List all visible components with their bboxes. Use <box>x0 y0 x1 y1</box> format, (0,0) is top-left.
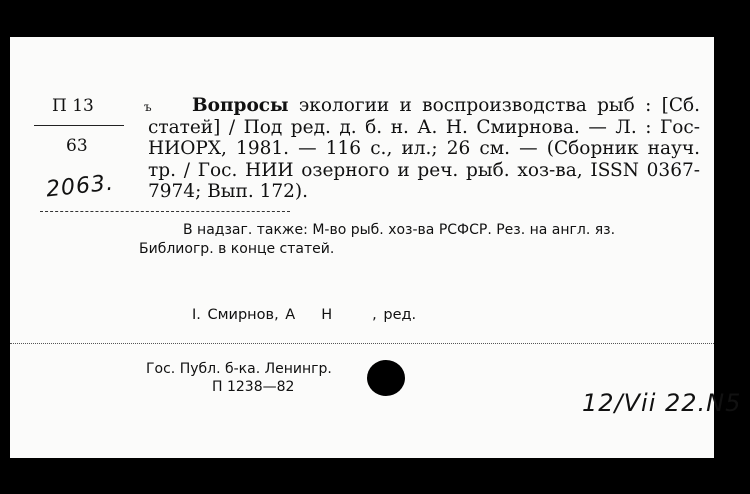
entry-line-4: тр. / Гос. НИИ озерного и реч. рыб. хоз-ва, ISSN 0367- <box>148 159 700 181</box>
classification-code-upper: П 13 <box>52 96 94 116</box>
entry-line-1-rest: экологии и воспроизводства рыб : [Сб. <box>298 95 701 116</box>
library-imprint <box>146 360 332 396</box>
classification-divider <box>34 125 124 126</box>
catalog-card <box>10 37 742 458</box>
added-entry-name: I. Смирнов, А <box>192 307 296 323</box>
entry-line-2: статей] / Под ред. д. б. н. А. Н. Смирнова. — Л. : Гос- <box>148 116 700 138</box>
entry-line-1 <box>148 95 700 117</box>
handwritten-code: 12/Vii 22.N5 <box>582 389 742 417</box>
card-fold-line <box>10 343 714 344</box>
pencil-mark: ъ <box>144 100 152 114</box>
classification-code-lower: 63 <box>66 136 88 156</box>
entry-title-lead: Вопросы <box>192 95 289 116</box>
punch-hole <box>367 360 405 396</box>
note-line-2: Библиогр. в конце статей. <box>139 241 335 257</box>
notes-block <box>139 221 719 259</box>
added-entry-initial: Н <box>321 307 333 323</box>
handwritten-accession-number: 2063. <box>44 170 116 203</box>
library-number: П 1238—82 <box>212 379 295 395</box>
note-line-1: В надзаг. также: М-во рыб. хоз-ва РСФСР. Рез. на англ. яз. <box>183 222 616 238</box>
entry-line-5: 7974; Вып. 172). <box>148 181 309 202</box>
library-name: Гос. Публ. б-ка. Ленингр. <box>146 361 332 377</box>
added-entry-role: , ред. <box>372 307 417 323</box>
strike-line <box>40 211 290 212</box>
added-entry <box>192 307 416 323</box>
bibliographic-entry <box>148 95 700 203</box>
entry-line-3: НИОРХ, 1981. — 116 с., ил.; 26 см. — (Сборник науч. <box>148 138 700 159</box>
